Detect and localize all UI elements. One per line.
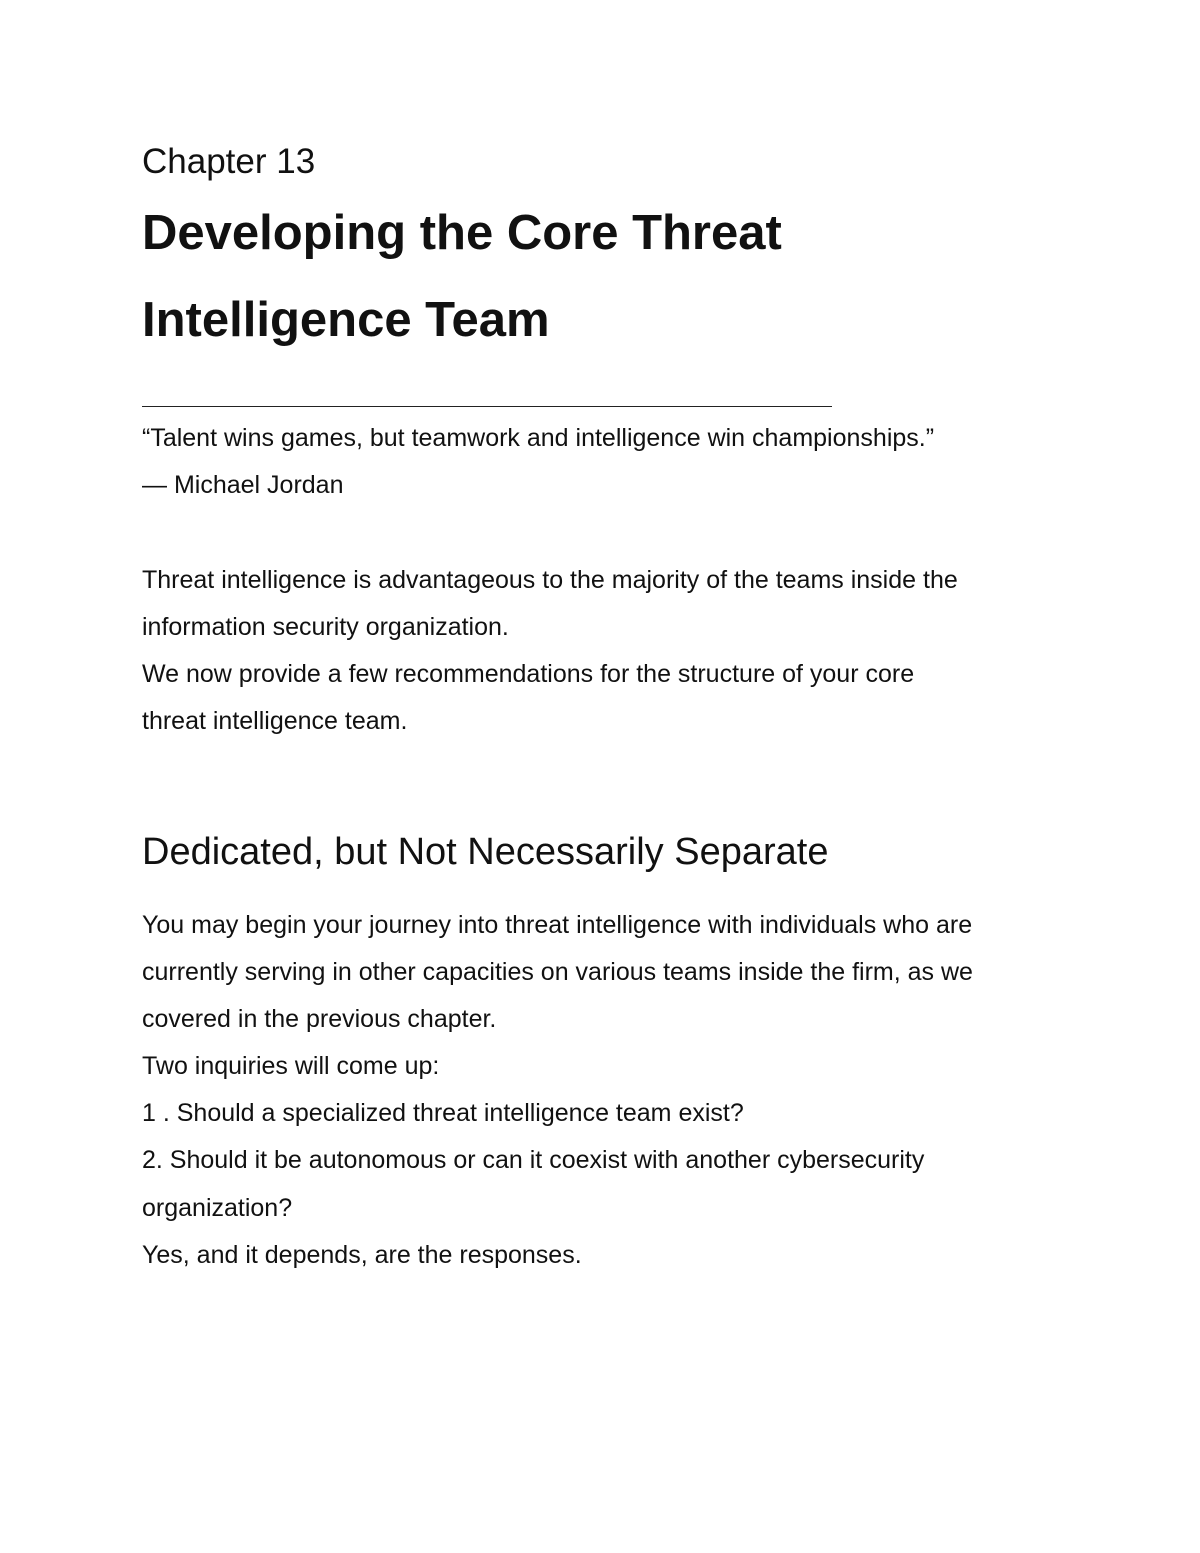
epigraph-quote: “Talent wins games, but teamwork and intelligence win championships.” (142, 424, 935, 452)
section-heading: Dedicated, but Not Necessarily Separate (142, 831, 829, 873)
section-line: You may begin your journey into threat intelligence with individuals who are (142, 911, 973, 939)
intro-line: Threat intelligence is advantageous to the majority of the teams inside the (142, 566, 958, 594)
chapter-title-line-2: Intelligence Team (142, 293, 550, 347)
section-line: 2. Should it be autonomous or can it coexist with another cybersecurity (142, 1146, 925, 1174)
chapter-label: Chapter 13 (142, 142, 316, 181)
epigraph-attribution: — Michael Jordan (142, 471, 344, 499)
separator-rule (142, 406, 832, 407)
section-line: Yes, and it depends, are the responses. (142, 1241, 582, 1269)
section-line: currently serving in other capacities on various teams inside the firm, as we (142, 958, 973, 986)
intro-line: information security organization. (142, 613, 509, 641)
section-line: 1 . Should a specialized threat intelligence team exist? (142, 1099, 744, 1127)
section-line: organization? (142, 1194, 293, 1222)
intro-line: threat intelligence team. (142, 707, 408, 735)
section-line: covered in the previous chapter. (142, 1005, 497, 1033)
intro-line: We now provide a few recommendations for the structure of your core (142, 660, 915, 688)
chapter-title-line-1: Developing the Core Threat (142, 206, 782, 260)
section-line: Two inquiries will come up: (142, 1052, 440, 1080)
